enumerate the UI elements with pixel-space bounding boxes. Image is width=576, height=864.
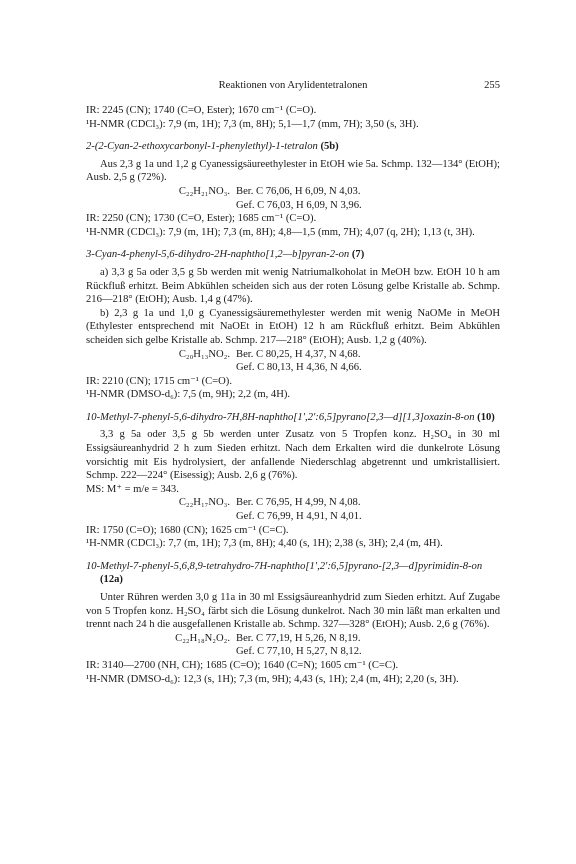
analysis-calc-10: C₂₂H₁₇NO₃. Ber. C 76,95, H 4,99, N 4,08. <box>178 497 361 509</box>
analysis-calc-7: C₂₀H₁₃NO₂. Ber. C 80,25, H 4,37, N 4,68. <box>178 348 361 360</box>
ir-5b: IR: 2250 (CN); 1730 (C=O, Ester); 1685 cm⁻¹ (C=O). <box>86 213 317 225</box>
analysis-calc-12a: C₂₂H₁₈N₂O₂. Ber. C 77,19, H 5,26, N 8,19. <box>175 632 361 644</box>
procedure-5b: Aus 2,3 g 1a und 1,2 g Cyanessigsäureethylester in EtOH wie 5a. Schmp. 132—134° (EtOH); Ausb. 2,5 g (72%). <box>86 158 500 184</box>
analysis-found-7: Gef. C 80,13, H 4,36, N 4,66. <box>236 362 362 374</box>
ms-10: MS: M⁺ = m/e = 343. <box>86 483 179 495</box>
running-head <box>86 79 500 93</box>
analysis-found-12a: Gef. C 77,10, H 5,27, N 8,12. <box>236 646 362 658</box>
analysis-found-5b: Gef. C 76,03, H 6,09, N 3,96. <box>236 199 362 211</box>
procedure-7b: b) 2,3 g 1a und 1,0 g Cyanessigsäuremethylester werden mit wenig NaOMe in MeOH (Ethylester entsprechend mit NaOEt in EtOH) 12 h am Rückfluß erhitzt. Beim Abkühlen scheiden sich gelbe Kristalle ab. Schmp. 217—218° (EtOH); Ausb. 1,2 g (40%). <box>86 307 500 346</box>
compound-heading-7: 3-Cyan-4-phenyl-5,6-dihydro-2H-naphtho[1,2—b]pyran-2-on (7) <box>86 249 365 261</box>
analysis-calc-5b: C₂₂H₂₁NO₃. Ber. C 76,06, H 6,09, N 4,03. <box>178 185 361 197</box>
compound-heading-12a: 10-Methyl-7-phenyl-5,6,8,9-tetrahydro-7H-naphtho[1′,2′:6,5]pyrano-[2,3—d]pyrimidin-8-on (12a) <box>86 560 483 586</box>
procedure-7a: a) 3,3 g 5a oder 3,5 g 5b werden mit wenig Natriumalkoholat in MeOH bzw. EtOH 10 h am Rückfluß erhitzt. Beim Abkühlen scheiden sich aus der roten Lösung gelbe Kristalle ab. Schmp. 216—218° (EtOH); Ausb. 1,4 g (47%). <box>86 266 500 306</box>
nmr-line: ¹H-NMR (CDCl₃): 7,9 (m, 1H); 7,3 (m, 8H); 5,1—1,7 (mm, 7H); 3,50 (s, 3H). <box>86 118 419 130</box>
procedure-10: 3,3 g 5a oder 3,5 g 5b werden unter Zusatz von 5 Tropfen konz. H₂SO₄ in 30 ml Essigsäureanhydrid 2 h zum Sieden erhitzt. Nach dem Erkalten wird die dunkelrote Lösung vorsichtig mit Eis hydrolysiert, der anfallende Niederschlag abgetrennt und umkristallisiert. Schmp. 222—224° (Eisessig); Ausb. 2,6 g (76%). <box>86 429 500 482</box>
analysis-found-10: Gef. C 76,99, H 4,91, N 4,01. <box>236 511 362 523</box>
nmr-5b: ¹H-NMR (CDCl₃): 7,9 (m, 1H); 7,3 (m, 8H); 4,8—1,5 (mm, 7H); 4,07 (q, 2H); 1,13 (t, 3H). <box>86 226 475 238</box>
compound-heading-10: 10-Methyl-7-phenyl-5,6-dihydro-7H,8H-naphtho[1′,2′:6,5]pyrano[2,3—d][1,3]oxazin-8-on (10) <box>86 411 495 423</box>
ir-12a: IR: 3140—2700 (NH, CH); 1685 (C=O); 1640 (C=N); 1605 cm⁻¹ (C=C). <box>86 659 399 671</box>
procedure-12a: Unter Rühren werden 3,0 g 11a in 30 ml Essigsäureanhydrid zum Sieden erhitzt. Auf Zugabe von 5 Tropfen konz. H₂SO₄ färbt sich die Lösung dunkelrot. Nach 30 min läßt man erkalten und trennt nach 24 h die ausgefallenen Kristalle ab. Schmp. 327—328° (EtOH); Ausb. 2,6 g (76%). <box>86 592 500 631</box>
page-body <box>86 104 500 686</box>
page-number: 255 <box>484 80 500 91</box>
running-title: Reaktionen von Arylidentetralonen <box>218 80 368 91</box>
ir-7: IR: 2210 (CN); 1715 cm⁻¹ (C=O). <box>86 375 232 387</box>
ir-10: IR: 1750 (C=O); 1680 (CN); 1625 cm⁻¹ (C=C). <box>86 524 289 536</box>
nmr-10: ¹H-NMR (CDCl₃): 7,7 (m, 1H); 7,3 (m, 8H); 4,40 (s, 1H); 2,38 (s, 3H); 2,4 (m, 4H). <box>86 538 443 550</box>
compound-heading-5b: 2-(2-Cyan-2-ethoxycarbonyl-1-phenylethyl)-1-tetralon (5b) <box>86 141 339 153</box>
nmr-12a: ¹H-NMR (DMSO-d₆): 12,3 (s, 1H); 7,3 (m, 9H); 4,43 (s, 1H); 2,4 (m, 4H); 2,20 (s, 3H). <box>86 673 459 685</box>
ir-line: IR: 2245 (CN); 1740 (C=O, Ester); 1670 cm⁻¹ (C=O). <box>86 105 317 116</box>
nmr-7: ¹H-NMR (DMSO-d₆): 7,5 (m, 9H); 2,2 (m, 4H). <box>86 389 291 401</box>
